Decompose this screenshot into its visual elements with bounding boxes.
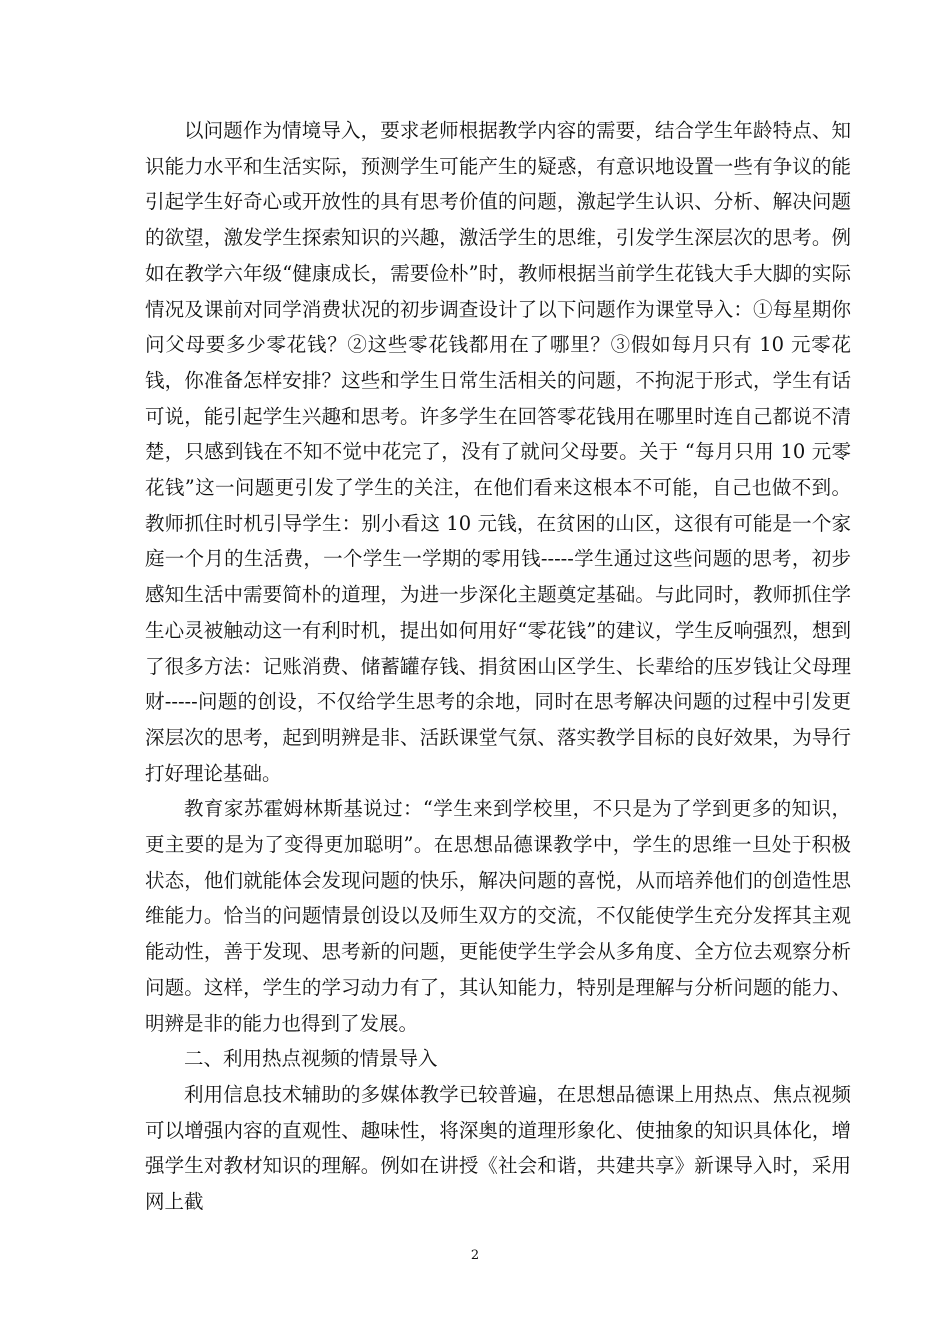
- paragraph-video-intro: 利用信息技术辅助的多媒体教学已较普遍，在思想品德课上用热点、焦点视频可以增强内容的直观性、趣味性，将深奥的道理形象化、使抽象的知识具体化，增强学生对教材知识的理解。例如在讲授《社会和谐，共建共享》新课导入时，采用网上截: [145, 1082, 851, 1214]
- section-heading: 二、利用热点视频的情景导入: [184, 1047, 438, 1071]
- page-number: 2: [470, 1248, 480, 1263]
- paragraph-suhomlinsky-quote: 教育家苏霍姆林斯基说过：“学生来到学校里，不只是为了学到更多的知识，更主要的是为了变得更加聪明”。在思想品德课教学中，学生的思维一旦处于积极状态，他们就能体会发现问题的快乐，解决问题的喜悦，从而培养他们的创造性思维能力。恰当的问题情景创设以及师生双方的交流，不仅能使学生充分发挥其主观能动性，善于发现、思考新的问题，更能使学生学会从多角度、全方位去观察分析问题。这样，学生的学习动力有了，其认知能力，特别是理解与分析问题的能力、明辨是非的能力也得到了发展。: [145, 797, 851, 1035]
- page-body: [145, 113, 851, 1220]
- paragraph-question-intro: 以问题作为情境导入，要求老师根据教学内容的需要，结合学生年龄特点、知识能力水平和生活实际，预测学生可能产生的疑惑，有意识地设置一些有争议的能引起学生好奇心或开放性的具有思考价值的问题，激起学生认识、分析、解决问题的欲望，激发学生探索知识的兴趣，激活学生的思维，引发学生深层次的思考。例如在教学六年级“健康成长，需要俭朴”时，教师根据当前学生花钱大手大脚的实际情况及课前对同学消费状况的初步调查设计了以下问题作为课堂导入：①每星期你问父母要多少零花钱？②这些零花钱都用在了哪里？③假如每月只有 10 元零花钱，你准备怎样安排？这些和学生日常生活相关的问题，不拘泥于形式，学生有话可说，能引起学生兴趣和思考。许多学生在回答零花钱用在哪里时连自己都说不清楚，只感到钱在不知不觉中花完了，没有了就问父母要。关于 “每月只用 10 元零花钱”这一问题更引发了学生的关注，在他们看来这根本不可能，自己也做不到。教师抓住时机引导学生：别小看这 10 元钱，在贫困的山区，这很有可能是一个家庭一个月的生活费，一个学生一学期的零用钱-----学生通过这些问题的思考，初步感知生活中需要简朴的道理，为进一步深化主题奠定基础。与此同时，教师抓住学生心灵被触动这一有利时机，提出如何用好“零花钱”的建议，学生反响强烈，想到了很多方法：记账消费、储蓄罐存钱、捐贫困山区学生、长辈给的压岁钱让父母理财-----问题的创设，不仅给学生思考的余地，同时在思考解决问题的过程中引发更深层次的思考，起到明辨是非、活跃课堂气氛、落实教学目标的良好效果，为导行打好理论基础。: [145, 119, 851, 785]
